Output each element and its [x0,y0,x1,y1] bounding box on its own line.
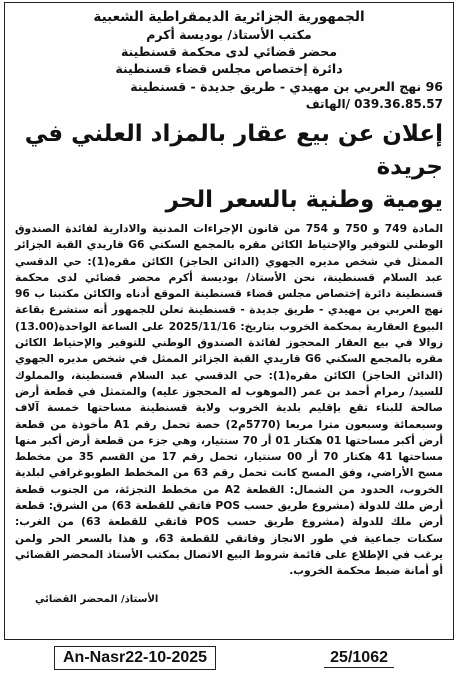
office-line: مكتب الأستاذ/ بوديسة أكرم [146,27,312,42]
footer [4,644,454,672]
newspaper-date: An-Nasr22-10-2025 [54,646,216,670]
address-line: 96 نهج العربي بن مهيدي - طريق جديدة - قسنطينة [130,79,443,94]
notice-body-text: المادة 749 و 750 و 754 من قانون الإجراءات المدنية والادارية لفائدة الصندوق الوطني للتوفير والإحتياط الكائن مقره بالمجمع السكني G6 قاريدي القبة الجزائر الممثل في شخص مديره الجهوي (الدائن الحاجز) الكائن مقره(1): حي الدقسي عبد السلام قسنطينة، نحن الأستاذ/ بوديسة أكرم محضر قضائي لدى محكمة قسنطينة دائرة إختصاص مجلس قضاء قسنطينة الموقع أدناه والكائن مكتبنا ب 96 نهج العربي بن مهيدي - طريق جديدة - قسنطينة تعلن للجمهور أنه ستشرع بقاعة البيوع العقارية بمحكمة الخروب بتاريخ: 2025/11/16 على الساعة الواحدة(13.00) زوالا في بيع العقار المحجوز لفائدة الصندوق الوطني للتوفير والإحتياط الكائن مقره بالمجمع السكني G6 قاريدي القبة الجزائر الممثل في شخص مديره الجهوي (الدائن الحاجز) الكائن مقره(1): حي الدقسي عبد السلام قسنطينة، والمملوك للسيد/ رمرام أحمد بن عمر (الموهوب له المحجوز عليه) والمتمثل في قطعة أرض صالحة للبناء تقع بإقليم بلدية الخروب ولاية قسنطينة مساحتها خمسة آلاف وسبعمائة وسبعون مترا مربعا (5770م2) حصة تحمل رقم A1 مأخوذة من قطعة أرض أكبر مساحتها 01 هكتار 01 أر 70 سنتيار، وهي جزء من قطعة أرض أكبر منها مساحتها 41 هكتار 70 أر 00 سنتيار، تحمل رقم 17 من القسم 35 من مخطط مسح الأراضي، وفق المسح كانت تحمل رقم 63 من المخطط الطوبوغرافي لبلدية الخروب، الحدود من الشمال: القطعة A2 من مخطط التجزئة، من الجنوب قطعة أرض ملك للدولة (مشروع طريق حسب POS فاتقي للقطعة 63) من الشرق: قطعة أرض ملك للدولة (مشروع طريق حسب POS فاتقي للقطعة 63) من الغرب: سكنات جماعية في طور الانجاز وفاتقي للقطعة 63، و هذا بالسعر الحر ولمن يرغب في الإطلاع على قائمة شروط البيع الاتصال بمكتب الأستاذ المحضر القضائي أو أمانة ضبط محكمة الخروب. [15,222,444,578]
republic-heading: الجمهورية الجزائرية الديمقراطية الشعبية [93,9,365,25]
phone-label: الهاتف/ [305,97,350,111]
jurisdiction-line: دائرة إختصاص مجلس قضاء قسنطينة [115,61,343,76]
reference-number: 25/1062 [324,649,394,668]
header-block [15,9,443,77]
notice-body [15,221,443,580]
signature: الأستاذ/ المحضر القضائي [35,593,159,605]
notice-frame [4,2,454,640]
notice-title-line-2: يومية وطنية بالسعر الحر [165,187,443,213]
bailiff-line: محضر قضائي لدى محكمة قسنطينة [120,44,338,59]
phone-line [15,96,443,112]
notice-title [15,118,443,217]
notice-title-line-1: إعلان عن بيع عقار بالمزاد العلني في جريدة [24,121,443,180]
phone-number: 039.36.85.57 [354,97,443,111]
